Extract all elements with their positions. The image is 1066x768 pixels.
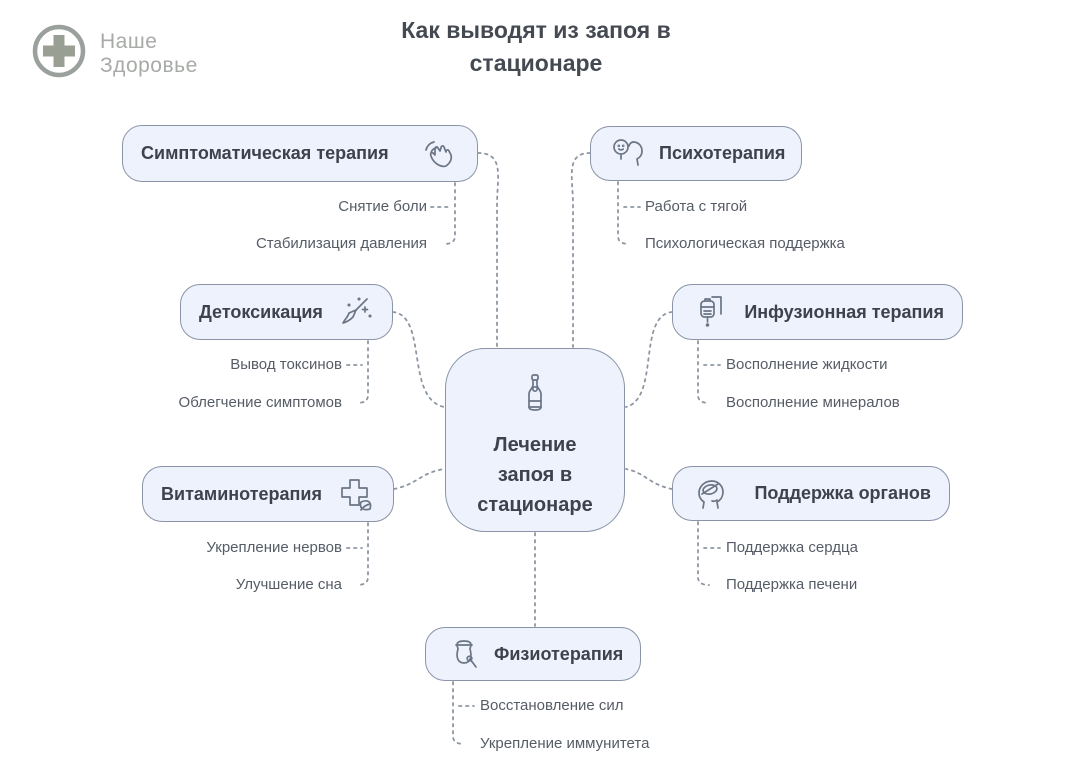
branch-label: Симптоматическая терапия — [141, 143, 389, 163]
branch-label: Инфузионная терапия — [744, 301, 944, 322]
champagne-bottle-icon — [512, 371, 558, 424]
head-smiley-icon — [609, 134, 649, 174]
center-node — [445, 348, 625, 532]
branch-node-organ-support — [672, 466, 950, 521]
sub-item-label: Укрепление нервов — [206, 539, 342, 556]
broom-sparkles-icon — [334, 292, 374, 332]
sub-item-label: Улучшение сна — [235, 576, 342, 593]
logo-line2: Здоровье — [100, 53, 198, 77]
logo-line1: Наше — [100, 29, 158, 53]
logo-text — [100, 30, 198, 77]
sub-item-label: Восполнение жидкости — [726, 356, 888, 373]
branch-node-detox — [180, 284, 393, 340]
medical-cross-leaf-icon — [335, 474, 375, 514]
branch-label: Физиотерапия — [494, 643, 624, 664]
logo — [30, 22, 198, 85]
medical-cross-circle-icon — [30, 22, 88, 85]
iv-drip-bag-icon — [691, 292, 731, 332]
sub-item-label: Психологическая поддержка — [645, 235, 845, 252]
page-title: Как выводят из запоя в стационаре — [401, 17, 671, 77]
branch-label: Поддержка органов — [754, 483, 931, 503]
branch-node-physiotherapy — [425, 627, 641, 681]
sub-item-label: Поддержка сердца — [726, 539, 858, 556]
branch-label: Витаминотерапия — [161, 483, 322, 504]
sub-item-label: Укрепление иммунитета — [480, 735, 650, 752]
head-organ-slash-icon — [691, 474, 731, 514]
branch-node-infusion-therapy — [672, 284, 963, 340]
branch-node-psychotherapy — [590, 126, 802, 181]
branch-node-symptomatic-therapy — [122, 125, 478, 182]
branch-label: Психотерапия — [659, 143, 786, 163]
trembling-hand-icon — [419, 134, 459, 174]
sub-item-label: Восстановление сил — [480, 697, 624, 714]
branch-label: Детоксикация — [199, 301, 323, 322]
center-node-label: Лечение запоя в стационаре — [477, 434, 593, 516]
sub-item-label: Стабилизация давления — [255, 235, 427, 252]
sub-item-label: Вывод токсинов — [230, 356, 342, 373]
cupping-jar-icon — [444, 634, 484, 674]
sub-item-label: Облегчение симптомов — [178, 394, 342, 411]
sub-item-label: Снятие боли — [338, 198, 427, 215]
branch-node-vitamin-therapy — [142, 466, 394, 522]
sub-item-label: Восполнение минералов — [726, 394, 900, 411]
sub-item-label: Работа с тягой — [645, 198, 748, 215]
sub-item-label: Поддержка печени — [726, 576, 858, 593]
